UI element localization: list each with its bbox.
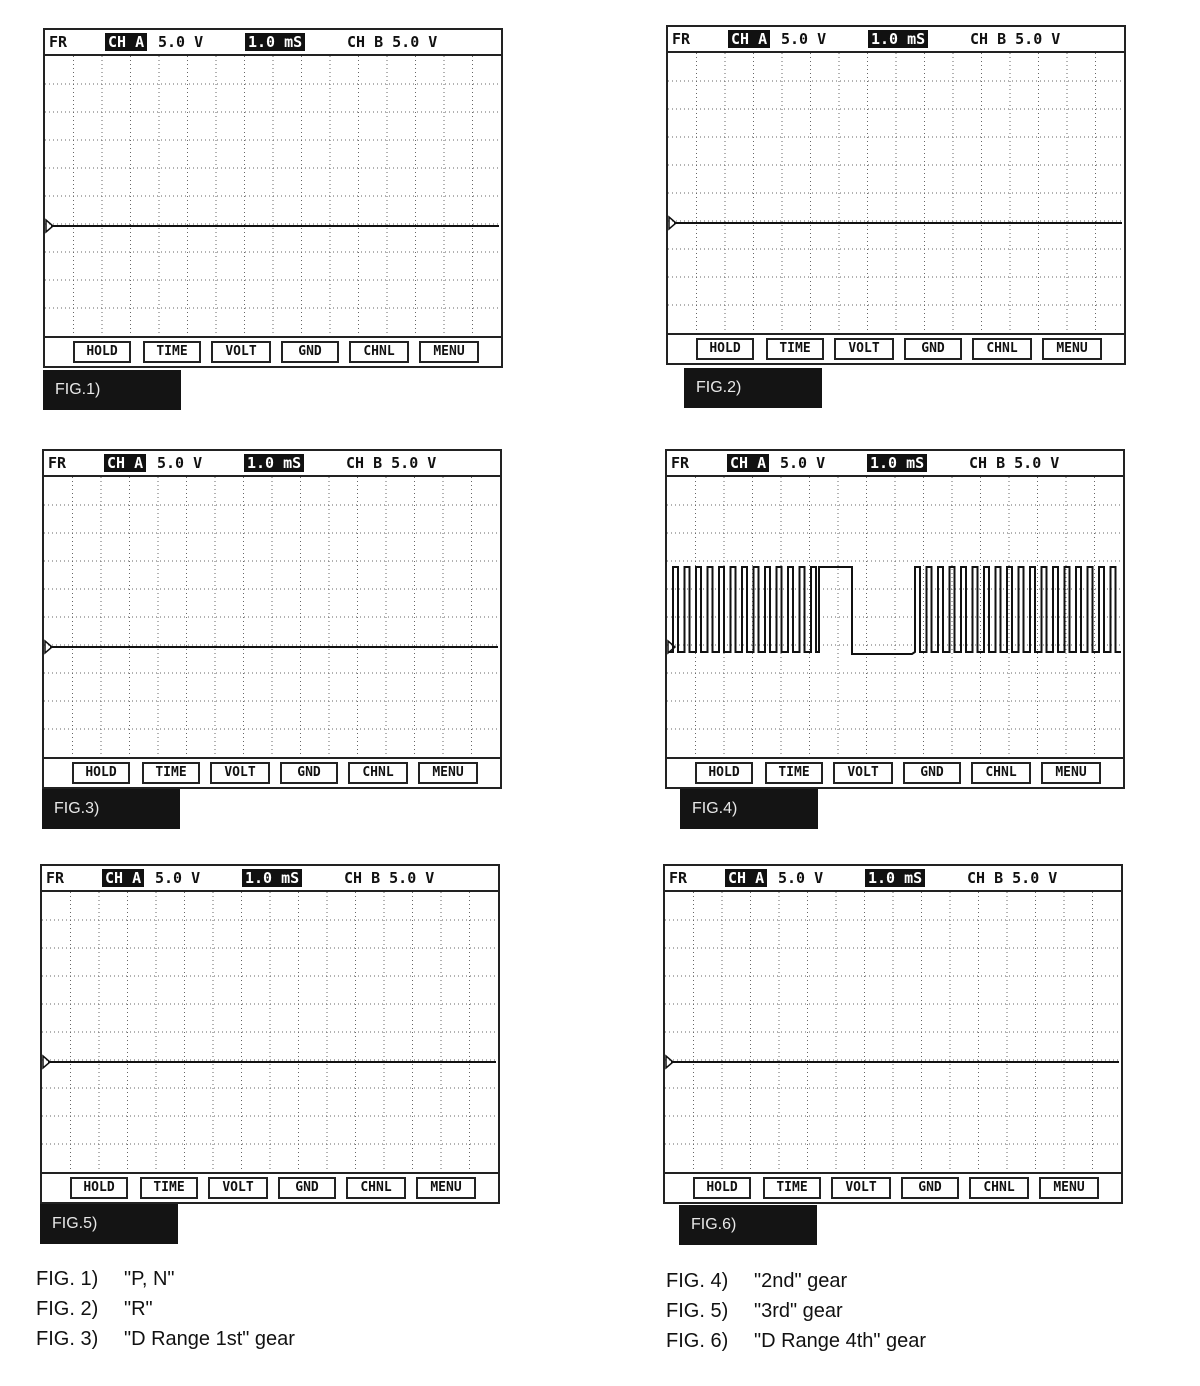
caption-text: "P, N"	[124, 1268, 175, 1290]
scope-header	[665, 866, 1121, 892]
gnd-button[interactable]: GND	[903, 762, 961, 784]
chnl-button[interactable]: CHNL	[969, 1177, 1029, 1199]
gnd-button[interactable]: GND	[280, 762, 338, 784]
time-button[interactable]: TIME	[763, 1177, 821, 1199]
volt-button[interactable]: VOLT	[211, 341, 271, 363]
timebase-label: 1.0 mS	[867, 454, 927, 472]
timebase-label: 1.0 mS	[242, 869, 302, 887]
timebase-label: 1.0 mS	[865, 869, 925, 887]
menu-button[interactable]: MENU	[416, 1177, 476, 1199]
chnl-button[interactable]: CHNL	[972, 338, 1032, 360]
hold-button[interactable]: HOLD	[696, 338, 754, 360]
hold-button[interactable]: HOLD	[73, 341, 131, 363]
caption-num: FIG. 2)	[36, 1298, 99, 1320]
gnd-button[interactable]: GND	[904, 338, 962, 360]
caption-text: "D Range 4th" gear	[754, 1330, 927, 1352]
scope-panel-6	[663, 864, 1123, 1204]
fr-label: FR	[669, 869, 688, 887]
scope-panel-3	[42, 449, 502, 789]
caption-row	[666, 1326, 926, 1356]
scope-softkeys	[42, 1172, 498, 1202]
scope-screen	[44, 477, 500, 757]
caption-num: FIG. 1)	[36, 1268, 99, 1290]
caption-text: "3rd" gear	[754, 1300, 843, 1322]
scope-screen	[42, 892, 498, 1172]
gnd-button[interactable]: GND	[278, 1177, 336, 1199]
ch-b-label: CH B 5.0 V	[967, 869, 1058, 887]
fr-label: FR	[49, 33, 68, 51]
captions-left	[36, 1264, 295, 1354]
gnd-button[interactable]: GND	[281, 341, 339, 363]
ch-b-label: CH B 5.0 V	[347, 33, 438, 51]
scope-softkeys	[668, 333, 1124, 363]
scope-softkeys	[665, 1172, 1121, 1202]
scope-screen	[665, 892, 1121, 1172]
ch-b-label: CH B 5.0 V	[969, 454, 1060, 472]
menu-button[interactable]: MENU	[1041, 762, 1101, 784]
scope-plot	[42, 892, 498, 1172]
fig-label-2: FIG.2)	[684, 368, 822, 408]
caption-row	[666, 1296, 926, 1326]
caption-text: "D Range 1st" gear	[124, 1328, 295, 1350]
scope-header	[667, 451, 1123, 477]
caption-row	[36, 1294, 295, 1324]
scope-panel-1	[43, 28, 503, 368]
volt-button[interactable]: VOLT	[834, 338, 894, 360]
scope-plot	[45, 56, 501, 336]
menu-button[interactable]: MENU	[1042, 338, 1102, 360]
time-button[interactable]: TIME	[142, 762, 200, 784]
scope-plot	[668, 53, 1124, 333]
fr-label: FR	[46, 869, 65, 887]
caption-row	[666, 1266, 926, 1296]
time-button[interactable]: TIME	[766, 338, 824, 360]
ch-a-volts: 5.0 V	[778, 869, 824, 887]
fr-label: FR	[671, 454, 690, 472]
caption-num: FIG. 6)	[666, 1330, 729, 1352]
scope-plot	[667, 477, 1123, 757]
time-button[interactable]: TIME	[140, 1177, 198, 1199]
ch-b-label: CH B 5.0 V	[970, 30, 1061, 48]
fig-label-1: FIG.1)	[43, 370, 181, 410]
scope-panel-5	[40, 864, 500, 1204]
ch-a-label: CH A	[728, 30, 770, 48]
scope-header	[42, 866, 498, 892]
scope-softkeys	[45, 336, 501, 366]
fig-label-4: FIG.4)	[680, 789, 818, 829]
ch-a-volts: 5.0 V	[780, 454, 826, 472]
signal-trace	[669, 567, 1121, 654]
volt-button[interactable]: VOLT	[831, 1177, 891, 1199]
scope-plot	[665, 892, 1121, 1172]
volt-button[interactable]: VOLT	[210, 762, 270, 784]
caption-num: FIG. 5)	[666, 1300, 729, 1322]
caption-num: FIG. 3)	[36, 1328, 99, 1350]
menu-button[interactable]: MENU	[419, 341, 479, 363]
chnl-button[interactable]: CHNL	[349, 341, 409, 363]
scope-panel-2	[666, 25, 1126, 365]
scope-plot	[44, 477, 500, 757]
caption-row	[36, 1264, 295, 1294]
ch-a-volts: 5.0 V	[157, 454, 203, 472]
scope-header	[44, 451, 500, 477]
scope-screen	[668, 53, 1124, 333]
fr-label: FR	[48, 454, 67, 472]
ch-a-label: CH A	[725, 869, 767, 887]
scope-screen	[667, 477, 1123, 757]
hold-button[interactable]: HOLD	[695, 762, 753, 784]
ch-a-volts: 5.0 V	[158, 33, 204, 51]
volt-button[interactable]: VOLT	[833, 762, 893, 784]
menu-button[interactable]: MENU	[418, 762, 478, 784]
caption-row	[36, 1324, 295, 1354]
hold-button[interactable]: HOLD	[72, 762, 130, 784]
timebase-label: 1.0 mS	[244, 454, 304, 472]
fig-label-3: FIG.3)	[42, 789, 180, 829]
chnl-button[interactable]: CHNL	[346, 1177, 406, 1199]
caption-text: "2nd" gear	[754, 1270, 848, 1292]
hold-button[interactable]: HOLD	[70, 1177, 128, 1199]
timebase-label: 1.0 mS	[245, 33, 305, 51]
chnl-button[interactable]: CHNL	[348, 762, 408, 784]
gnd-button[interactable]: GND	[901, 1177, 959, 1199]
caption-text: "R"	[124, 1298, 153, 1320]
caption-num: FIG. 4)	[666, 1270, 729, 1292]
time-button[interactable]: TIME	[765, 762, 823, 784]
captions-right	[666, 1266, 926, 1356]
chnl-button[interactable]: CHNL	[971, 762, 1031, 784]
ch-a-volts: 5.0 V	[781, 30, 827, 48]
time-button[interactable]: TIME	[143, 341, 201, 363]
ch-b-label: CH B 5.0 V	[346, 454, 437, 472]
ch-a-label: CH A	[727, 454, 769, 472]
fig-label-5: FIG.5)	[40, 1204, 178, 1244]
ch-a-label: CH A	[102, 869, 144, 887]
scope-header	[45, 30, 501, 56]
scope-panel-4	[665, 449, 1125, 789]
hold-button[interactable]: HOLD	[693, 1177, 751, 1199]
ch-b-label: CH B 5.0 V	[344, 869, 435, 887]
timebase-label: 1.0 mS	[868, 30, 928, 48]
fig-label-6: FIG.6)	[679, 1205, 817, 1245]
scope-softkeys	[44, 757, 500, 787]
menu-button[interactable]: MENU	[1039, 1177, 1099, 1199]
scope-screen	[45, 56, 501, 336]
ch-a-volts: 5.0 V	[155, 869, 201, 887]
scope-softkeys	[667, 757, 1123, 787]
fr-label: FR	[672, 30, 691, 48]
ch-a-label: CH A	[104, 454, 146, 472]
volt-button[interactable]: VOLT	[208, 1177, 268, 1199]
ch-a-label: CH A	[105, 33, 147, 51]
scope-header	[668, 27, 1124, 53]
